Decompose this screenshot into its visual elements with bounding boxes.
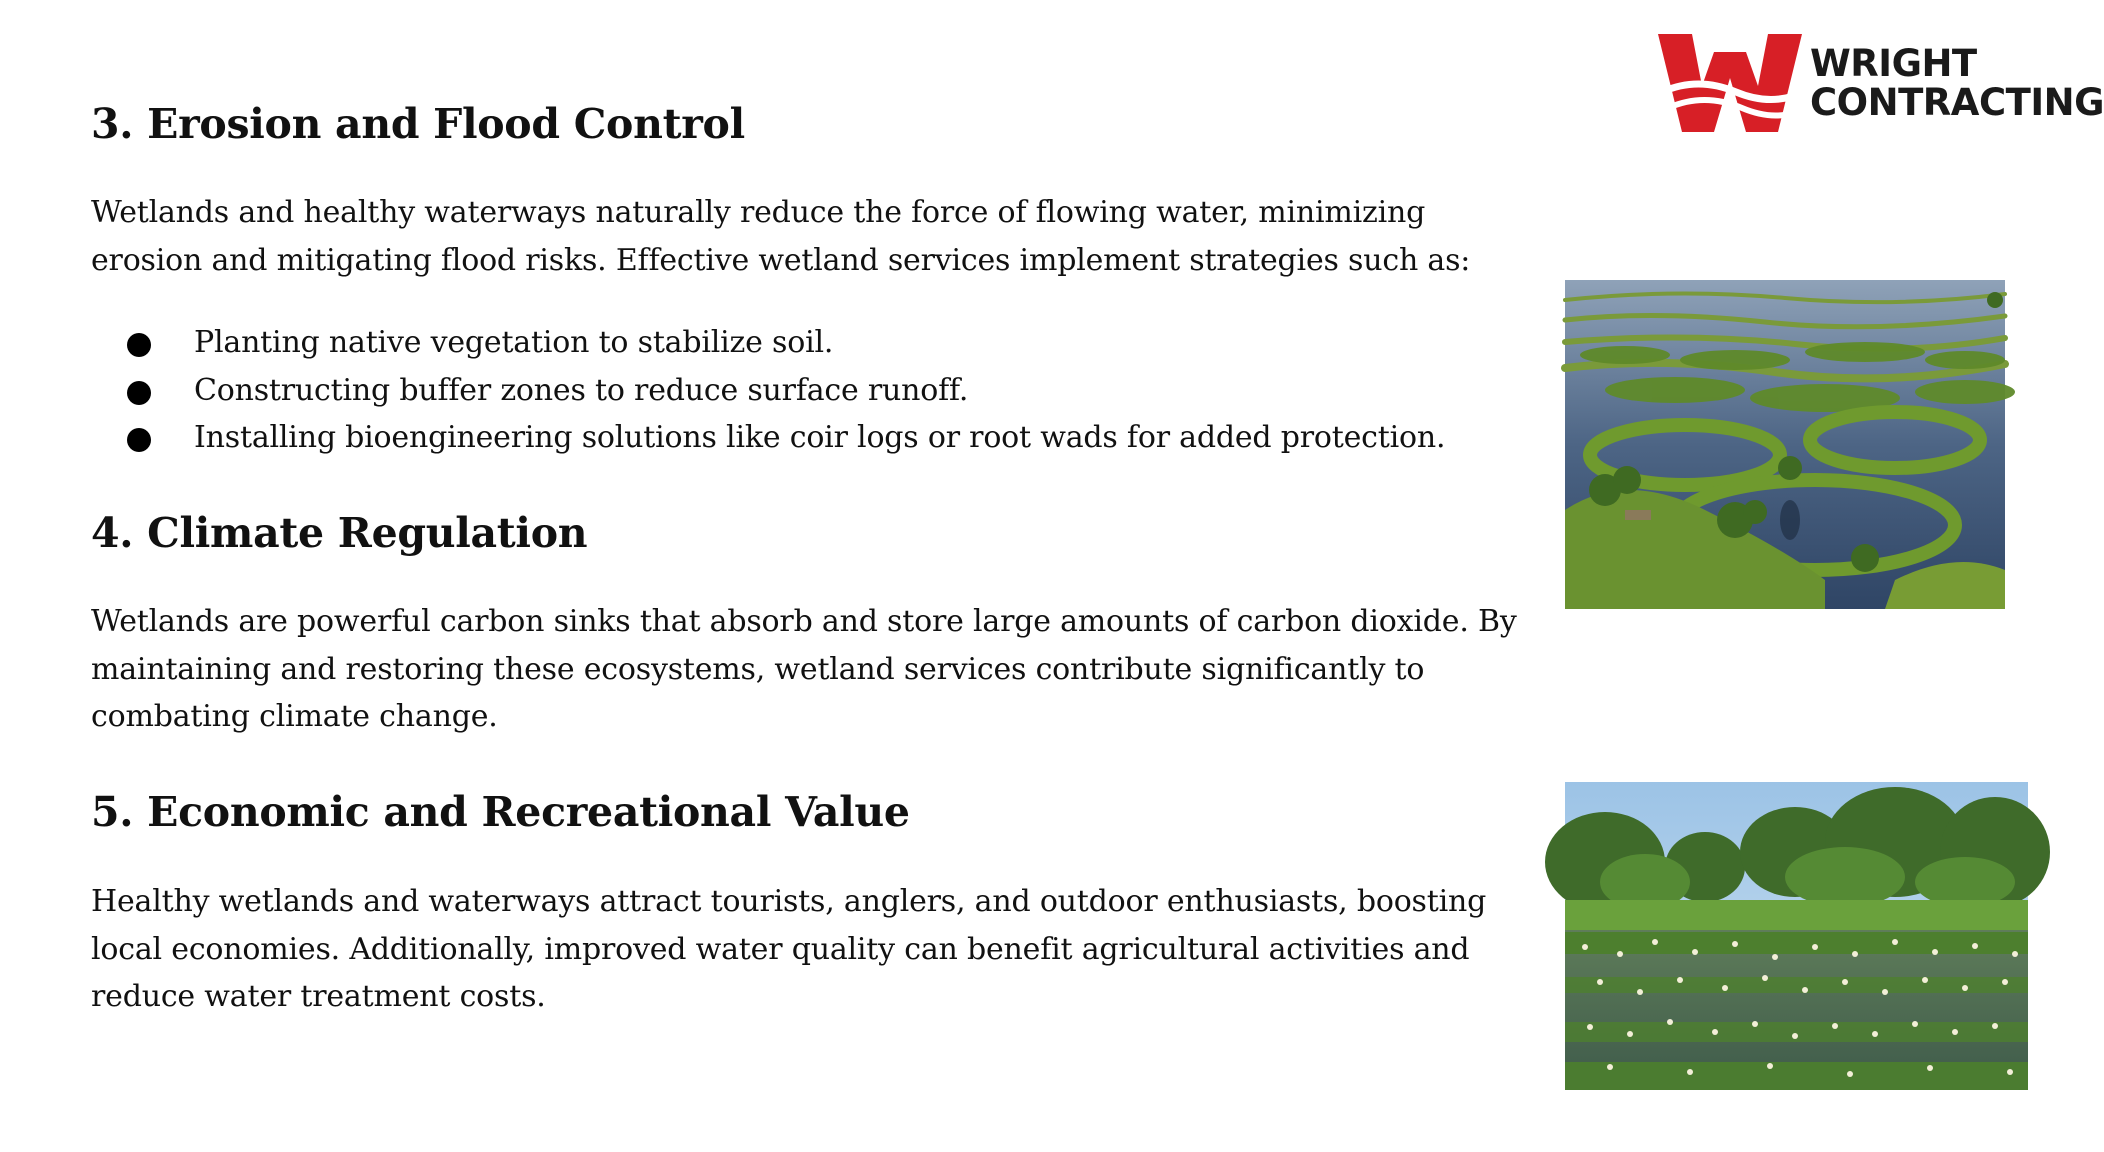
list-item <box>91 319 1445 367</box>
erosion-strategies-list <box>91 319 1445 462</box>
logo-line-1: WRIGHT <box>1810 42 1977 85</box>
flowering-marsh-photo <box>1565 782 2028 1090</box>
floating-wetland-islands-photo <box>1565 280 2005 609</box>
section-body-economic: Healthy wetlands and waterways attract tourists, anglers, and outdoor enthusiasts, boosting local economies. Additionally, improved water quality can benefit agricultural activities and reduce water treatment costs. <box>91 884 1487 1014</box>
section-heading-climate: 4. Climate Regulation <box>91 509 588 557</box>
logo-line-2: CONTRACTING <box>1810 81 2104 124</box>
bullet-icon <box>127 333 151 357</box>
w-logo-mark-icon <box>1658 34 1808 132</box>
list-item <box>91 414 1445 462</box>
bullet-icon <box>127 381 151 405</box>
wright-contracting-logo <box>1658 34 2104 132</box>
section-heading-erosion: 3. Erosion and Flood Control <box>91 100 745 148</box>
section-heading-economic: 5. Economic and Recreational Value <box>91 788 910 836</box>
section-body-erosion: Wetlands and healthy waterways naturally reduce the force of flowing water, minimizing erosion and mitigating flood risks. Effective wetland services implement strategies such as: <box>91 195 1471 278</box>
list-item-text: Constructing buffer zones to reduce surface runoff. <box>194 372 969 408</box>
list-item-text: Installing bioengineering solutions like coir logs or root wads for added protection. <box>194 420 1446 455</box>
section-body-climate: Wetlands are powerful carbon sinks that absorb and store large amounts of carbon dioxide. By maintaining and restoring these ecosystems, wetland services contribute significantly to combating climate change. <box>91 604 1517 734</box>
bullet-icon <box>127 428 151 452</box>
list-item-text: Planting native vegetation to stabilize soil. <box>194 325 834 360</box>
list-item <box>91 367 1445 415</box>
logo-wordmark <box>1810 44 2104 122</box>
